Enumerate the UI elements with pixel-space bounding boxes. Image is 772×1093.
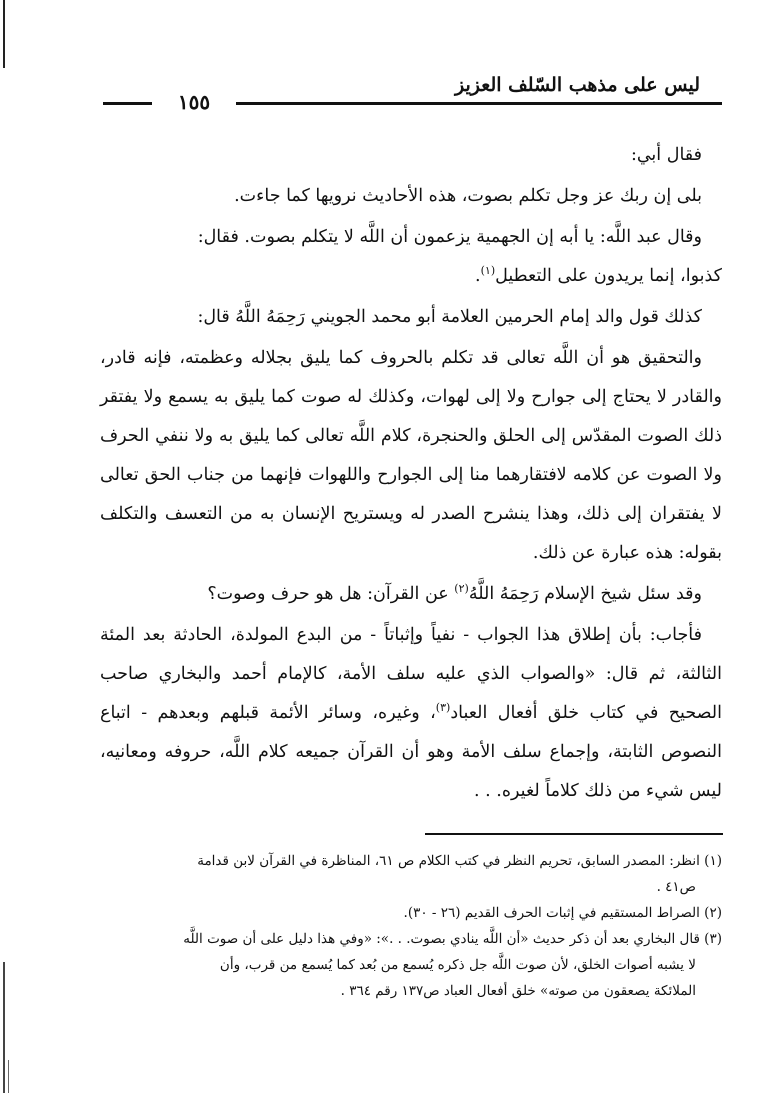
- footnote-ref-1[interactable]: (١): [480, 264, 496, 278]
- paragraph-7: [100, 616, 722, 811]
- footnotes: [100, 848, 722, 1004]
- header-rule-short: [103, 102, 152, 105]
- paragraph-2: بلى إن ربك عز وجل تكلم بصوت، هذه الأحاديث نرويها كما جاءت.: [234, 186, 702, 206]
- paragraph-5: والتحقيق هو أن اللَّه تعالى قد تكلم بالحروف كما يليق بجلاله وعظمته، فإنه قادر، والقادر لا يحتاج إلى جوارح ولا إلى لهوات، وكذلك له صوت كما يليق به يسمع ولا يفتقر ذلك الصوت المقدّس إلى الحلق والحنجرة، كلام اللَّه تعالى كما يليق به ولا ننفي الحرف ولا الصوت عن كلامه لافتقارهما منا إلى الجوارح واللهوات فإنهما من جناب الحق تعالى لا يفتقران إلى ذلك، وهذا ينشرح الصدر له ويستريح الإنسان به من التعسف والتكلف بقوله: هذه عبارة عن ذلك.: [100, 348, 722, 563]
- footnote-3-line-1: (٣) قال البخاري بعد أن ذكر حديث «أن اللَّه ينادي بصوت. . .»: «وفي هذا دليل على أن صوت اللَّه: [183, 931, 722, 947]
- page-number: ١٥٥: [177, 90, 211, 114]
- page-edge-line-bottom-inner: [8, 1060, 9, 1093]
- paragraph-7-end: ، وغيره، وسائر الأئمة قبلهم وبعدهم - اتباع النصوص الثابتة، وإجماع سلف الأمة وهو أن القرآن جميعه كلام اللَّه، حروفه ومعانيه، ليس شيء من ذلك كلاماً لغيره. . .: [100, 703, 722, 801]
- paragraph-3: [100, 218, 722, 257]
- paragraph-3-line-1: وقال عبد اللَّه: يا أبه إن الجهمية يزعمون أن اللَّه لا يتكلم بصوت. فقال:: [197, 227, 702, 247]
- page-edge-line-top: [3, 0, 5, 68]
- footnote-ref-2[interactable]: (٢): [454, 582, 469, 596]
- header-rule-long: [236, 102, 722, 105]
- paragraph-1: فقال أبي:: [630, 145, 702, 165]
- paragraph-4: كذلك قول والد إمام الحرمين العلامة أبو محمد الجويني رَحِمَهُ اللَّهُ قال:: [197, 307, 702, 327]
- paragraph-6-end: عن القرآن: هل هو حرف وصوت؟: [207, 584, 455, 604]
- paragraph-7-start: فأجاب: بأن إطلاق هذا الجواب - نفياً وإثباتاً - من البدع المولدة، الحادثة بعد المئة الثالثة، ثم قال: «والصواب الذي عليه سلف الأمة، كالإمام أحمد والبخاري صاحب الصحيح في كتاب خلق أفعال العباد: [100, 625, 722, 723]
- paragraph-3-end: .: [475, 266, 481, 286]
- footnote-ref-3[interactable]: (٣): [435, 701, 451, 715]
- paragraph-6-start: وقد سئل شيخ الإسلام رَحِمَهُ اللَّهُ: [468, 584, 702, 604]
- main-text: [100, 136, 722, 811]
- footnote-1-line-1: (١) انظر: المصدر السابق، تحريم النظر في كتب الكلام ص ٦١، المناظرة في القرآن لابن قدامة: [197, 853, 722, 869]
- paragraph-6: [100, 575, 722, 614]
- footnote-1-line-2: ص٤١ .: [656, 879, 696, 895]
- footnote-separator: [425, 833, 723, 835]
- paragraph-3-line-2: كذبوا، إنما يريدون على التعطيل: [495, 266, 722, 286]
- footnote-2: (٢) الصراط المستقيم في إثبات الحرف القديم (٢٦ - ٣٠).: [403, 905, 722, 921]
- footnote-3-line-2: لا يشبه أصوات الخلق، لأن صوت اللَّه جل ذكره يُسمع من بُعد كما يُسمع من قرب، وأن: [219, 957, 696, 973]
- footnote-3-line-3: الملائكة يصعقون من صوته» خلق أفعال العباد ص١٣٧ رقم ٣٦٤ .: [340, 983, 696, 999]
- page-edge-line-bottom: [3, 962, 5, 1093]
- paragraph-3-continued: [100, 257, 722, 296]
- running-header-title: ليس على مذهب السّلف العزيز: [455, 74, 700, 96]
